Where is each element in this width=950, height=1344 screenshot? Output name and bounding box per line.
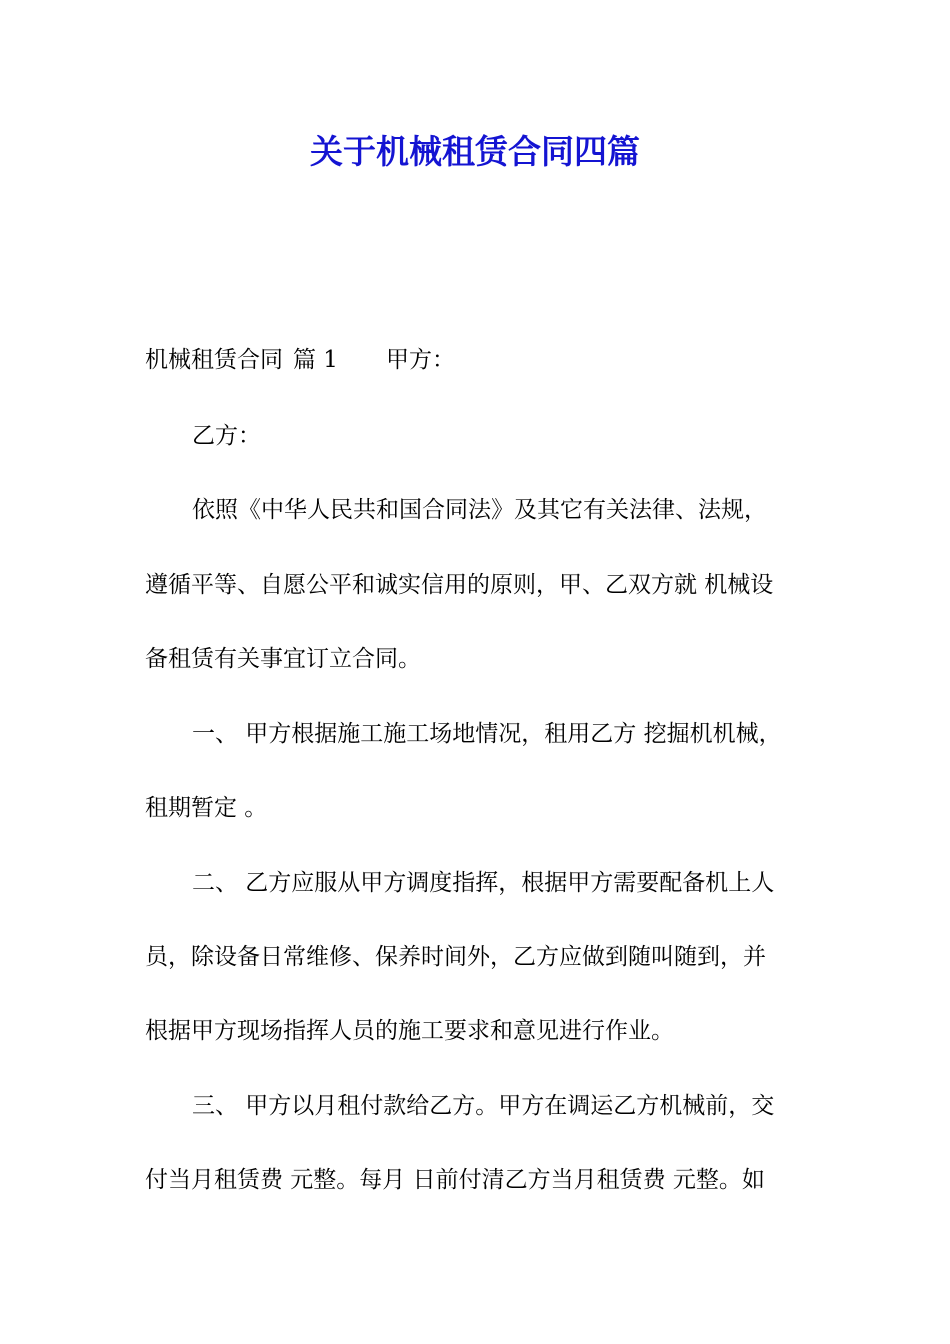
section-heading-line <box>145 342 825 378</box>
paragraph-line: 遵循平等、自愿公平和诚实信用的原则，甲、乙双方就 机械设 <box>145 572 774 598</box>
paragraph-line: 员，除设备日常维修、保养时间外，乙方应做到随叫随到，并 <box>145 944 766 970</box>
document-title: 关于机械租赁合同四篇 <box>310 132 640 171</box>
paragraph-line: 租期暂定 。 <box>145 795 268 821</box>
section-heading-label: 机械租赁合同 <box>145 347 283 373</box>
paragraph-line: 付当月租赁费 元整。每月 日前付清乙方当月租赁费 元整。如 <box>145 1167 765 1193</box>
clause-two-line: 二、 乙方应服从甲方调度指挥，根据甲方需要配备机上人 <box>192 870 775 896</box>
section-number: 篇 1 <box>293 347 338 373</box>
party-b-line: 乙方： <box>192 423 261 449</box>
party-a-label: 甲方： <box>385 347 455 373</box>
paragraph-line: 依照《中华人民共和国合同法》及其它有关法律、法规， <box>192 497 767 523</box>
clause-one-line: 一、 甲方根据施工施工场地情况，租用乙方 挖掘机机械， <box>192 721 782 747</box>
clause-three-line: 三、 甲方以月租付款给乙方。甲方在调运乙方机械前，交 <box>192 1093 775 1119</box>
paragraph-line: 备租赁有关事宜订立合同。 <box>145 646 421 672</box>
paragraph-line: 根据甲方现场指挥人员的施工要求和意见进行作业。 <box>145 1018 674 1044</box>
